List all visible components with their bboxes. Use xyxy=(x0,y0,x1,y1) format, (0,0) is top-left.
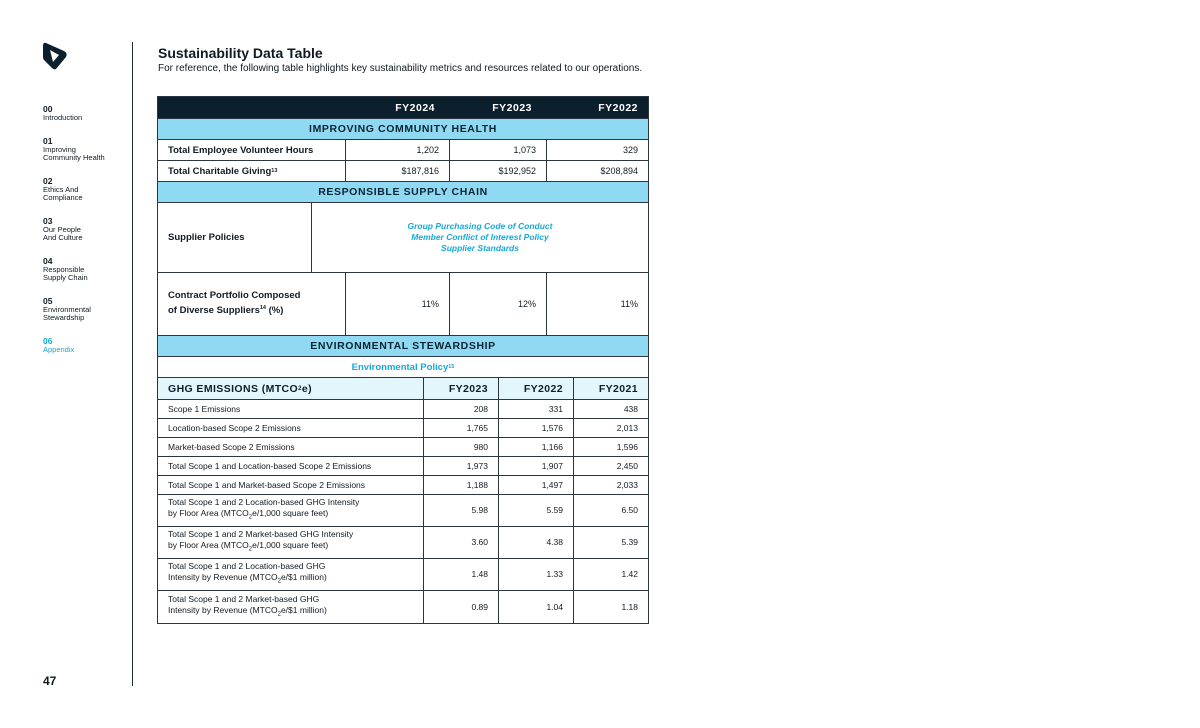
cell-value: 2,450 xyxy=(573,457,648,475)
table-row xyxy=(158,559,648,591)
cell-value: 1.04 xyxy=(498,591,573,623)
row-label-line: Total Scope 1 and 2 Location-based GHG Intensity xyxy=(168,497,360,508)
table-row xyxy=(158,140,648,161)
cell-value: 1,188 xyxy=(423,476,498,494)
cell-value: 1,073 xyxy=(449,140,546,160)
table-row xyxy=(158,527,648,559)
ghg-header-row xyxy=(158,378,648,400)
nav-item-number: 00 xyxy=(43,104,53,114)
nav-item-label: Introduction xyxy=(43,113,83,122)
row-label xyxy=(158,559,423,590)
footnote-ref: 14 xyxy=(259,305,266,312)
section-header-environmental xyxy=(158,336,648,357)
cell-value: 1.33 xyxy=(498,559,573,590)
table-row xyxy=(158,273,648,336)
table-row xyxy=(158,591,648,623)
supplier-policies-cell xyxy=(311,203,648,272)
nav-item-ethics[interactable] xyxy=(43,176,123,203)
section-title: ENVIRONMENTAL STEWARDSHIP xyxy=(310,340,496,352)
cell-value: 1,202 xyxy=(345,140,449,160)
cell-value: 2,013 xyxy=(573,419,648,437)
cell-value: $192,952 xyxy=(449,161,546,181)
cell-value: 1,497 xyxy=(498,476,573,494)
row-label: Total Scope 1 and Location-based Scope 2 Emissions xyxy=(168,460,372,471)
column-header: FY2023 xyxy=(492,101,532,114)
cell-value: 6.50 xyxy=(573,495,648,526)
column-header: FY2022 xyxy=(498,378,573,399)
row-label-line: Contract Portfolio Composed xyxy=(168,290,301,302)
row-label-text: e/1,000 square feet) xyxy=(252,540,329,551)
section-header-community xyxy=(158,119,648,140)
row-label xyxy=(158,591,423,623)
row-label-line xyxy=(168,302,283,317)
table-header-row xyxy=(158,97,648,119)
table-row xyxy=(158,457,648,476)
nav-item-environmental[interactable] xyxy=(43,296,123,323)
row-label-line xyxy=(168,605,327,621)
row-label-suffix: (%) xyxy=(266,305,284,317)
table-row xyxy=(158,495,648,527)
ghg-title-suffix: e) xyxy=(301,382,312,395)
sidebar-divider xyxy=(132,42,133,686)
section-title: IMPROVING COMMUNITY HEALTH xyxy=(309,123,497,135)
cell-value: 11% xyxy=(546,273,648,335)
nav-item-label: Environmental Stewardship xyxy=(43,304,91,322)
row-label-text: by Floor Area (MTCO xyxy=(168,508,249,519)
cell-value: $208,894 xyxy=(546,161,648,181)
nav-item-appendix[interactable] xyxy=(43,336,123,355)
company-logo xyxy=(42,42,68,70)
column-header: FY2022 xyxy=(598,101,638,114)
table-row xyxy=(158,476,648,495)
column-header: FY2023 xyxy=(423,378,498,399)
section-nav xyxy=(43,104,123,367)
page-title: Sustainability Data Table xyxy=(158,45,323,61)
row-label-line: Total Scope 1 and 2 Market-based GHG xyxy=(168,593,320,604)
nav-item-label: Appendix xyxy=(43,344,75,354)
subscript: 2 xyxy=(248,514,253,521)
nav-item-people-culture[interactable] xyxy=(43,216,123,243)
cell-value: 5.59 xyxy=(498,495,573,526)
row-label: Location-based Scope 2 Emissions xyxy=(168,422,301,433)
header-spacer xyxy=(158,97,348,118)
table-row xyxy=(158,400,648,419)
nav-item-number: 05 xyxy=(43,295,53,306)
nav-item-supply-chain[interactable] xyxy=(43,256,123,283)
nav-item-label: Responsible Supply Chain xyxy=(43,264,88,282)
cell-value: 12% xyxy=(449,273,546,335)
page-subtitle: For reference, the following table highlights key sustainability metrics and resources related to our operations. xyxy=(158,63,643,74)
row-label-line xyxy=(168,572,327,588)
nav-item-introduction[interactable] xyxy=(43,104,123,123)
cell-value: 1,973 xyxy=(423,457,498,475)
column-header: FY2021 xyxy=(573,378,648,399)
cell-value: 329 xyxy=(546,140,648,160)
row-label-text: Intensity by Revenue (MTCO xyxy=(168,572,278,583)
row-label: Total Scope 1 and Market-based Scope 2 Emissions xyxy=(168,479,366,490)
cell-value: 208 xyxy=(423,400,498,418)
nav-item-number: 03 xyxy=(43,215,53,226)
footnote-ref: 13 xyxy=(271,168,278,174)
row-label-line: Total Scope 1 and 2 Market-based GHG Intensity xyxy=(168,529,354,540)
cell-value: 980 xyxy=(423,438,498,456)
cell-value: 438 xyxy=(573,400,648,418)
nav-item-number: 06 xyxy=(43,335,53,346)
row-label-text: Total Charitable Giving xyxy=(168,165,272,177)
sustainability-data-table xyxy=(157,96,649,624)
cell-value: 1,596 xyxy=(573,438,648,456)
section-header-supply-chain xyxy=(158,182,648,203)
row-label xyxy=(158,161,345,181)
cell-value: 331 xyxy=(498,400,573,418)
page-number: 47 xyxy=(43,674,57,688)
row-label-text: Intensity by Revenue (MTCO xyxy=(168,604,278,615)
cell-value: 1.48 xyxy=(423,559,498,590)
table-row xyxy=(158,419,648,438)
policy-link[interactable]: Supplier Standards xyxy=(441,243,519,253)
cell-value: 1.18 xyxy=(573,591,648,623)
policy-link-text: Environmental Policy xyxy=(351,361,449,373)
section-title: RESPONSIBLE SUPPLY CHAIN xyxy=(318,186,488,198)
row-label-line xyxy=(168,540,328,556)
row-label-text: e/$1 million) xyxy=(280,572,327,583)
cell-value: 1,576 xyxy=(498,419,573,437)
cell-value: 11% xyxy=(345,273,449,335)
row-label xyxy=(158,527,423,558)
footnote-ref: 15 xyxy=(448,364,455,370)
cell-value: 3.60 xyxy=(423,527,498,558)
row-label-text: e/$1 million) xyxy=(280,604,327,615)
cell-value: $187,816 xyxy=(345,161,449,181)
subscript: 2 xyxy=(277,578,281,585)
row-label: Market-based Scope 2 Emissions xyxy=(168,441,295,452)
nav-item-number: 01 xyxy=(43,135,53,146)
policy-link[interactable]: Member Conflict of Interest Policy xyxy=(411,232,549,242)
policy-link[interactable]: Group Purchasing Code of Conduct xyxy=(407,221,553,231)
row-label: Total Employee Volunteer Hours xyxy=(168,144,314,156)
cell-value: 0.89 xyxy=(423,591,498,623)
row-label-text: e/1,000 square feet) xyxy=(252,508,329,519)
column-header: FY2024 xyxy=(395,101,435,114)
cell-value: 1.42 xyxy=(573,559,648,590)
row-label: Supplier Policies xyxy=(168,232,245,243)
ghg-title xyxy=(158,378,423,399)
row-label-text: by Floor Area (MTCO xyxy=(168,540,249,551)
cell-value: 5.39 xyxy=(573,527,648,558)
ghg-title-text: GHG EMISSIONS (MTCO xyxy=(168,382,299,395)
row-label-line: Total Scope 1 and 2 Location-based GHG xyxy=(168,561,326,572)
cell-value: 5.98 xyxy=(423,495,498,526)
cell-value: 1,166 xyxy=(498,438,573,456)
table-row xyxy=(158,203,648,273)
nav-item-label: Our People And Culture xyxy=(43,224,83,242)
subscript: 2 xyxy=(248,546,253,553)
row-label xyxy=(158,495,423,526)
environmental-policy-link[interactable] xyxy=(158,357,648,377)
table-row xyxy=(158,357,648,378)
table-row xyxy=(158,438,648,457)
nav-item-label: Ethics And Compliance xyxy=(43,184,83,202)
cell-value: 1,765 xyxy=(423,419,498,437)
nav-item-number: 02 xyxy=(43,175,53,186)
table-row xyxy=(158,161,648,182)
cell-value: 2,033 xyxy=(573,476,648,494)
row-label xyxy=(158,273,345,335)
row-label: Scope 1 Emissions xyxy=(168,403,241,414)
nav-item-community-health[interactable] xyxy=(43,136,123,163)
ghg-title-subscript: 2 xyxy=(298,385,302,392)
subscript: 2 xyxy=(277,611,281,618)
cell-value: 4.38 xyxy=(498,527,573,558)
row-label-line xyxy=(168,508,328,524)
nav-item-label: Improving Community Health xyxy=(43,144,105,162)
row-label-text: of Diverse Suppliers xyxy=(168,305,260,317)
cell-value: 1,907 xyxy=(498,457,573,475)
nav-item-number: 04 xyxy=(43,255,53,266)
